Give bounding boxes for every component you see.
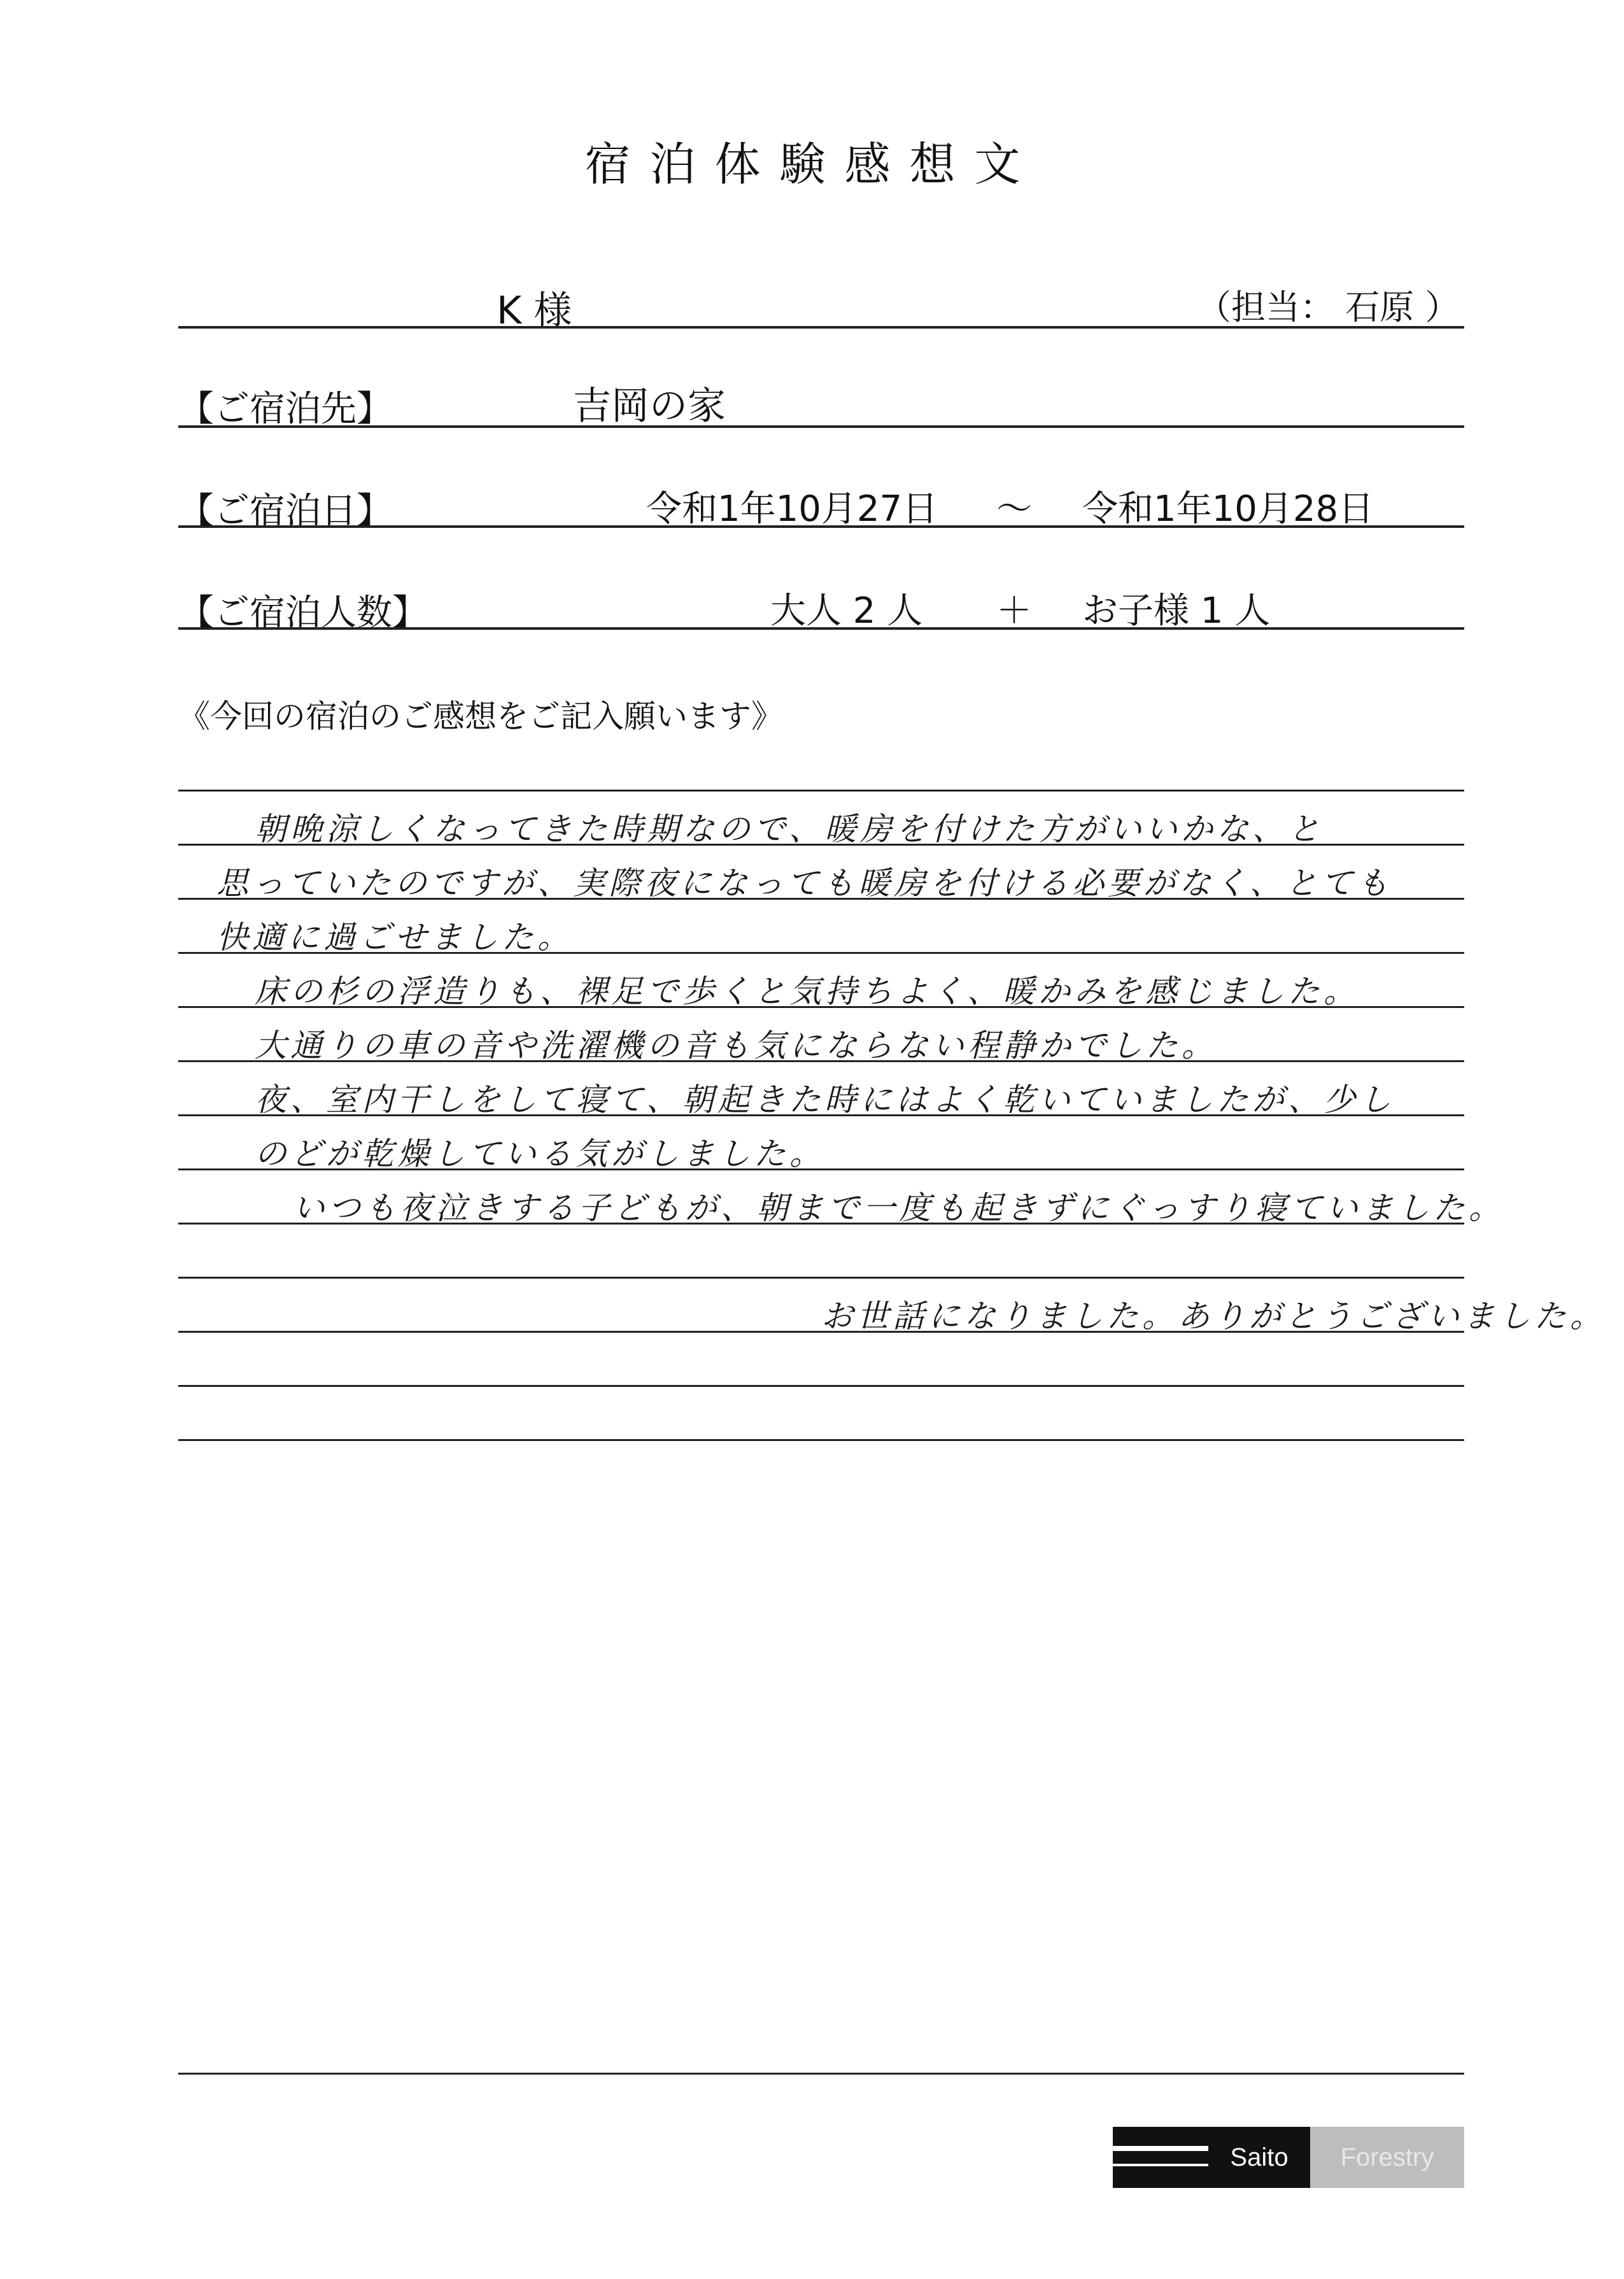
- stay-location-value: 吉岡の家: [573, 384, 726, 429]
- guest-rule: [178, 326, 1464, 329]
- saito-forestry-logo: [1113, 2127, 1464, 2188]
- adults-count: 大人 2 人: [770, 590, 923, 632]
- handwritten-line-8: いつも夜泣きする子どもが、朝まで一度も起きずにぐっすり寝ていました。: [293, 1189, 1504, 1226]
- staff-label: （担当： 石原 ）: [1197, 287, 1460, 327]
- guest-name: K 様: [497, 288, 572, 333]
- handwritten-line-10: お世話になりました。ありがとうございました。: [821, 1298, 1606, 1335]
- guest-count-rule: [178, 627, 1464, 630]
- guest-count-label: 【ご宿泊人数】: [178, 592, 428, 634]
- logo-mark-icon: [1113, 2127, 1208, 2188]
- handwritten-line-7: のどが乾燥している気がしました。: [255, 1135, 825, 1172]
- stay-location-rule: [178, 425, 1464, 428]
- stay-date-to: 令和1年10月28日: [1082, 488, 1374, 530]
- footer-rule: [178, 2073, 1464, 2075]
- writing-line: [178, 1385, 1464, 1387]
- feedback-prompt: 《今回の宿泊のご感想をご記入願います》: [178, 698, 783, 735]
- stay-date-from: 令和1年10月27日: [646, 488, 938, 530]
- handwritten-line-5: 大通りの車の音や洗濯機の音も気にならない程静かでした。: [255, 1027, 1217, 1064]
- stay-location-label: 【ご宿泊先】: [178, 388, 392, 430]
- handwritten-line-1: 朝晩涼しくなってきた時期なので、暖房を付けた方がいいかな、と: [255, 811, 1324, 848]
- stay-date-rule: [178, 525, 1464, 528]
- stay-date-tilde: ～: [996, 488, 1032, 530]
- children-count: お子様 1 人: [1082, 590, 1271, 632]
- writing-line: [178, 1439, 1464, 1441]
- handwritten-line-2: 思っていたのですが、実際夜になっても暖房を付ける必要がなく、とても: [216, 865, 1392, 902]
- document-title: 宿泊体験感想文: [584, 138, 1040, 191]
- writing-line: [178, 790, 1464, 792]
- stay-date-label: 【ご宿泊日】: [178, 490, 392, 532]
- handwritten-line-4: 床の杉の浮造りも、裸足で歩くと気持ちよく、暖かみを感じました。: [255, 973, 1359, 1010]
- plus-sign: ＋: [996, 590, 1032, 632]
- logo-text-saito: Saito: [1208, 2127, 1310, 2188]
- logo-text-forestry: Forestry: [1310, 2127, 1464, 2188]
- writing-line: [178, 1277, 1464, 1279]
- handwritten-line-3: 快適に過ごせました。: [216, 919, 573, 956]
- handwritten-line-6: 夜、室内干しをして寝て、朝起きた時にはよく乾いていましたが、少し: [255, 1081, 1395, 1118]
